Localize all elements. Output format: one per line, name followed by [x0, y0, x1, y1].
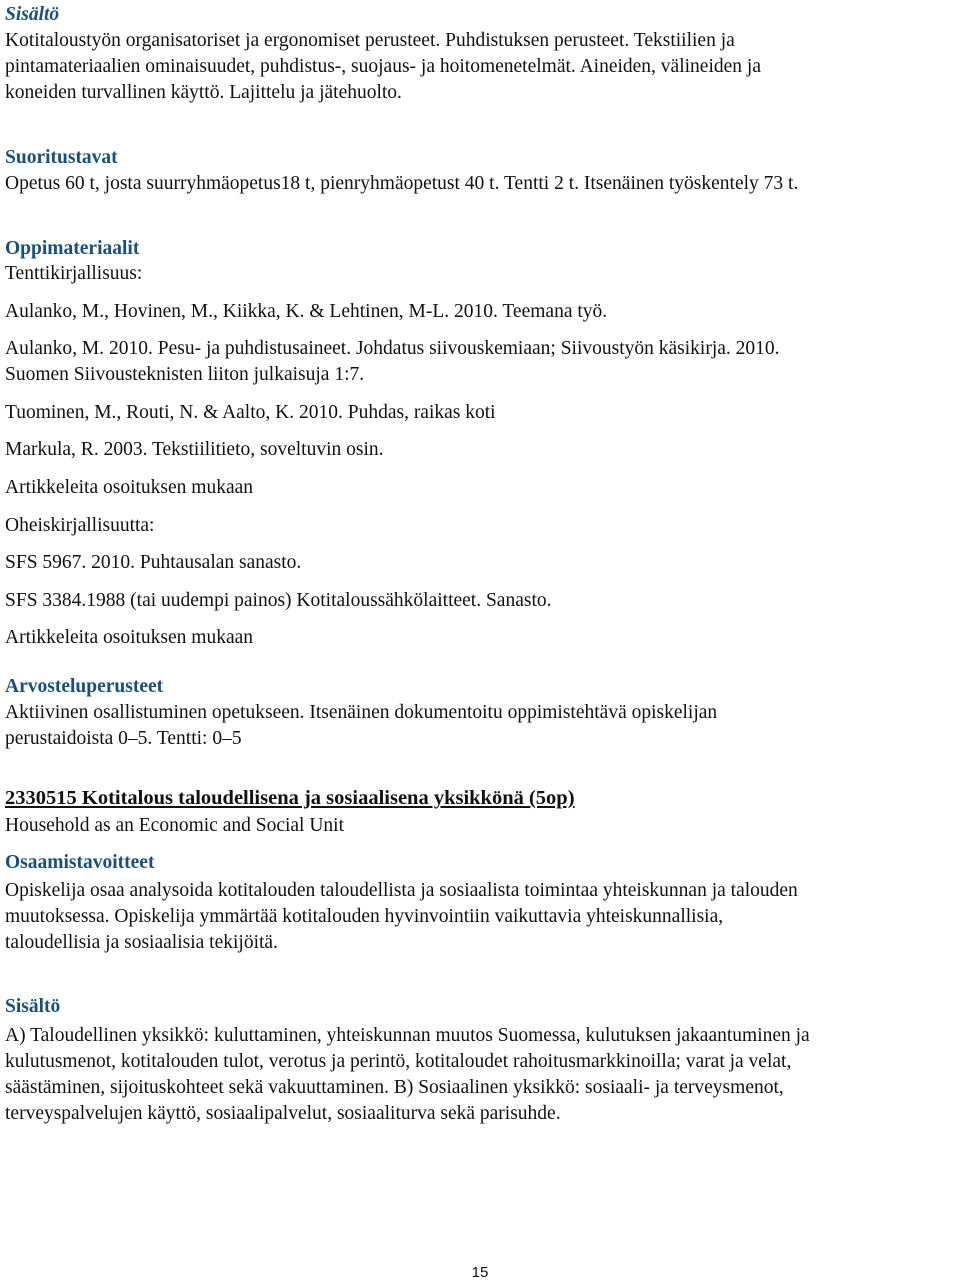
oheiskirjallisuus-label: Oheiskirjallisuutta:: [5, 515, 155, 536]
sisalto-line-3: koneiden turvallinen käyttö. Lajittelu ja jätehuolto.: [5, 82, 402, 103]
reference-item: Markula, R. 2003. Tekstiilitieto, soveltuvin osin.: [5, 439, 384, 460]
osaamis-line-3: taloudellisia ja sosiaalisia tekijöitä.: [5, 932, 278, 953]
arvostelu-line-1: Aktiivinen osallistuminen opetukseen. Itsenäinen dokumentoitu oppimistehtävä opiskelijan: [5, 702, 718, 723]
oheis-reference-item: SFS 3384.1988 (tai uudempi painos) Kotitaloussähkölaitteet. Sanasto.: [5, 590, 552, 611]
reference-item: Tuominen, M., Routi, N. & Aalto, K. 2010. Puhdas, raikas koti: [5, 402, 496, 423]
reference-item: Artikkeleita osoituksen mukaan: [5, 477, 254, 498]
reference-item: Suomen Siivousteknisten liiton julkaisuja 1:7.: [5, 364, 365, 385]
osaamistavoitteet-heading: Osaamistavoitteet: [5, 852, 155, 873]
reference-item: Aulanko, M. 2010. Pesu- ja puhdistusaineet. Johdatus siivouskemiaan; Siivoustyön käsikirja. 2010.: [5, 338, 780, 359]
oheis-reference-item: Artikkeleita osoituksen mukaan: [5, 627, 254, 648]
sisalto-line-2: pintamateriaalien ominaisuudet, puhdistus-, suojaus- ja hoitomenetelmät. Aineiden, välineiden ja: [5, 56, 761, 77]
sisalto-heading: Sisältö: [5, 4, 60, 25]
arvosteluperusteet-heading: Arvosteluperusteet: [5, 676, 164, 697]
suoritustavat-heading: Suoritustavat: [5, 147, 118, 168]
osaamis-line-1: Opiskelija osaa analysoida kotitalouden taloudellista ja sosiaalista toimintaa yhteiskunnan ja talouden: [5, 880, 798, 901]
course-sisalto-line-2: kulutusmenot, kotitalouden tulot, verotus ja perintö, kotitaloudet rahoitusmarkkinoilla; varat ja velat,: [5, 1051, 792, 1072]
course-title: 2330515 Kotitalous taloudellisena ja sosiaalisena yksikkönä (5op): [5, 787, 575, 809]
course-sisalto-heading: Sisältö: [5, 996, 61, 1017]
oheis-reference-item: SFS 5967. 2010. Puhtausalan sanasto.: [5, 552, 302, 573]
oppimateriaalit-heading: Oppimateriaalit: [5, 238, 140, 259]
sisalto-line-1: Kotitaloustyön organisatoriset ja ergonomiset perusteet. Puhdistuksen perusteet. Tekstiilien ja: [5, 30, 735, 51]
tenttikirjallisuus-label: Tenttikirjallisuus:: [5, 263, 143, 284]
course-sisalto-line-3: säästäminen, sijoituskohteet sekä vakuuttaminen. B) Sosiaalinen yksikkö: sosiaali- ja terveysmenot,: [5, 1077, 784, 1098]
course-subtitle: Household as an Economic and Social Unit: [5, 815, 345, 836]
suoritustavat-text: Opetus 60 t, josta suurryhmäopetus18 t, pienryhmäopetust 40 t. Tentti 2 t. Itsenäinen työskentely 73 t.: [5, 173, 799, 194]
course-sisalto-line-4: terveyspalvelujen käyttö, sosiaalipalvelut, sosiaaliturva sekä parisuhde.: [5, 1103, 561, 1124]
osaamis-line-2: muutoksessa. Opiskelija ymmärtää kotitalouden hyvinvointiin vaikuttavia yhteiskunnallisia,: [5, 906, 724, 927]
reference-item: Aulanko, M., Hovinen, M., Kiikka, K. & Lehtinen, M-L. 2010. Teemana työ.: [5, 301, 608, 322]
page-number: 15: [471, 1264, 489, 1281]
course-sisalto-line-1: A) Taloudellinen yksikkö: kuluttaminen, yhteiskunnan muutos Suomessa, kulutuksen jakaantuminen ja: [5, 1025, 810, 1046]
arvostelu-line-2: perustaidoista 0–5. Tentti: 0–5: [5, 728, 242, 749]
